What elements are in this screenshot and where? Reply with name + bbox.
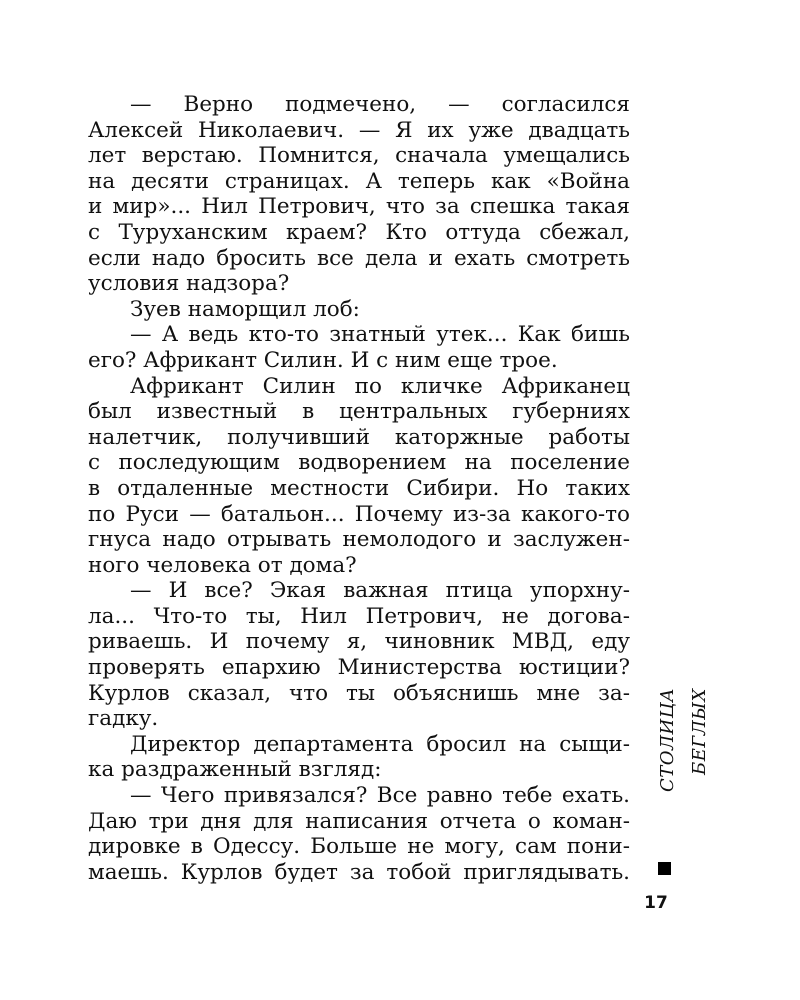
- text-line: его? Африкант Силин. И с ним еще трое.: [88, 347, 558, 373]
- text-line: ла... Что-то ты, Нил Петрович, не догова-: [88, 603, 630, 629]
- running-head: СТОЛИЦА БЕГЛЫХ: [657, 688, 710, 793]
- text-line: Директор департамента бросил на сыщи-: [130, 731, 630, 757]
- text-line: был известный в центральных губерниях: [88, 399, 630, 425]
- text-line: — Верно подмечено, — согласился: [130, 92, 630, 117]
- text-line: — Чего привязался? Все равно тебе ехать.: [130, 783, 630, 809]
- text-line: условия надзора?: [88, 271, 290, 297]
- text-line: ного человека от дома?: [88, 552, 357, 578]
- text-line: на десяти страницах. А теперь как «Война: [88, 168, 630, 194]
- text-line: налетчик, получивший каторжные работы: [88, 424, 630, 450]
- text-line: и мир»... Нил Петрович, что за спешка такая: [88, 194, 630, 220]
- text-line: с последующим водворением на поселение: [88, 450, 630, 476]
- text-line: по Руси — батальон... Почему из-за какого-то: [88, 501, 630, 527]
- text-line: если надо бросить все дела и ехать смотреть: [88, 245, 630, 271]
- text-line: с Туруханским краем? Кто оттуда сбежал,: [88, 219, 630, 245]
- text-line: Африкант Силин по кличке Африканец: [130, 373, 630, 399]
- text-line: лет верстаю. Помнится, сначала умещались: [88, 143, 630, 169]
- text-line: Даю три дня для написания отчета о коман-: [88, 808, 630, 834]
- text-line: проверять епархию Министерства юстиции?: [88, 655, 630, 681]
- text-line: гадку.: [88, 706, 159, 732]
- text-line: Курлов сказал, что ты объяснишь мне за-: [88, 680, 630, 706]
- text-line: маешь. Курлов будет за тобой приглядывать.: [88, 859, 630, 885]
- text-line: в отдаленные местности Сибири. Но таких: [88, 475, 630, 501]
- text-line: риваешь. И почему я, чиновник МВД, еду: [88, 629, 630, 655]
- text-line: дировке в Одессу. Больше не могу, сам пони-: [88, 834, 630, 860]
- text-line: ка раздраженный взгляд:: [88, 757, 382, 783]
- text-line: — А ведь кто-то знатный утек... Как бишь: [130, 322, 630, 348]
- body-text: [88, 92, 630, 885]
- page-number: 17: [644, 893, 668, 913]
- text-line: Алексей Николаевич. — Я их уже двадцать: [88, 117, 630, 143]
- text-line: — И все? Экая важная птица упорхну-: [130, 578, 630, 604]
- square-marker-icon: [658, 862, 671, 875]
- text-line: Зуев наморщил лоб:: [130, 296, 360, 322]
- text-line: гнуса надо отрывать немолодого и заслужен-: [88, 527, 630, 553]
